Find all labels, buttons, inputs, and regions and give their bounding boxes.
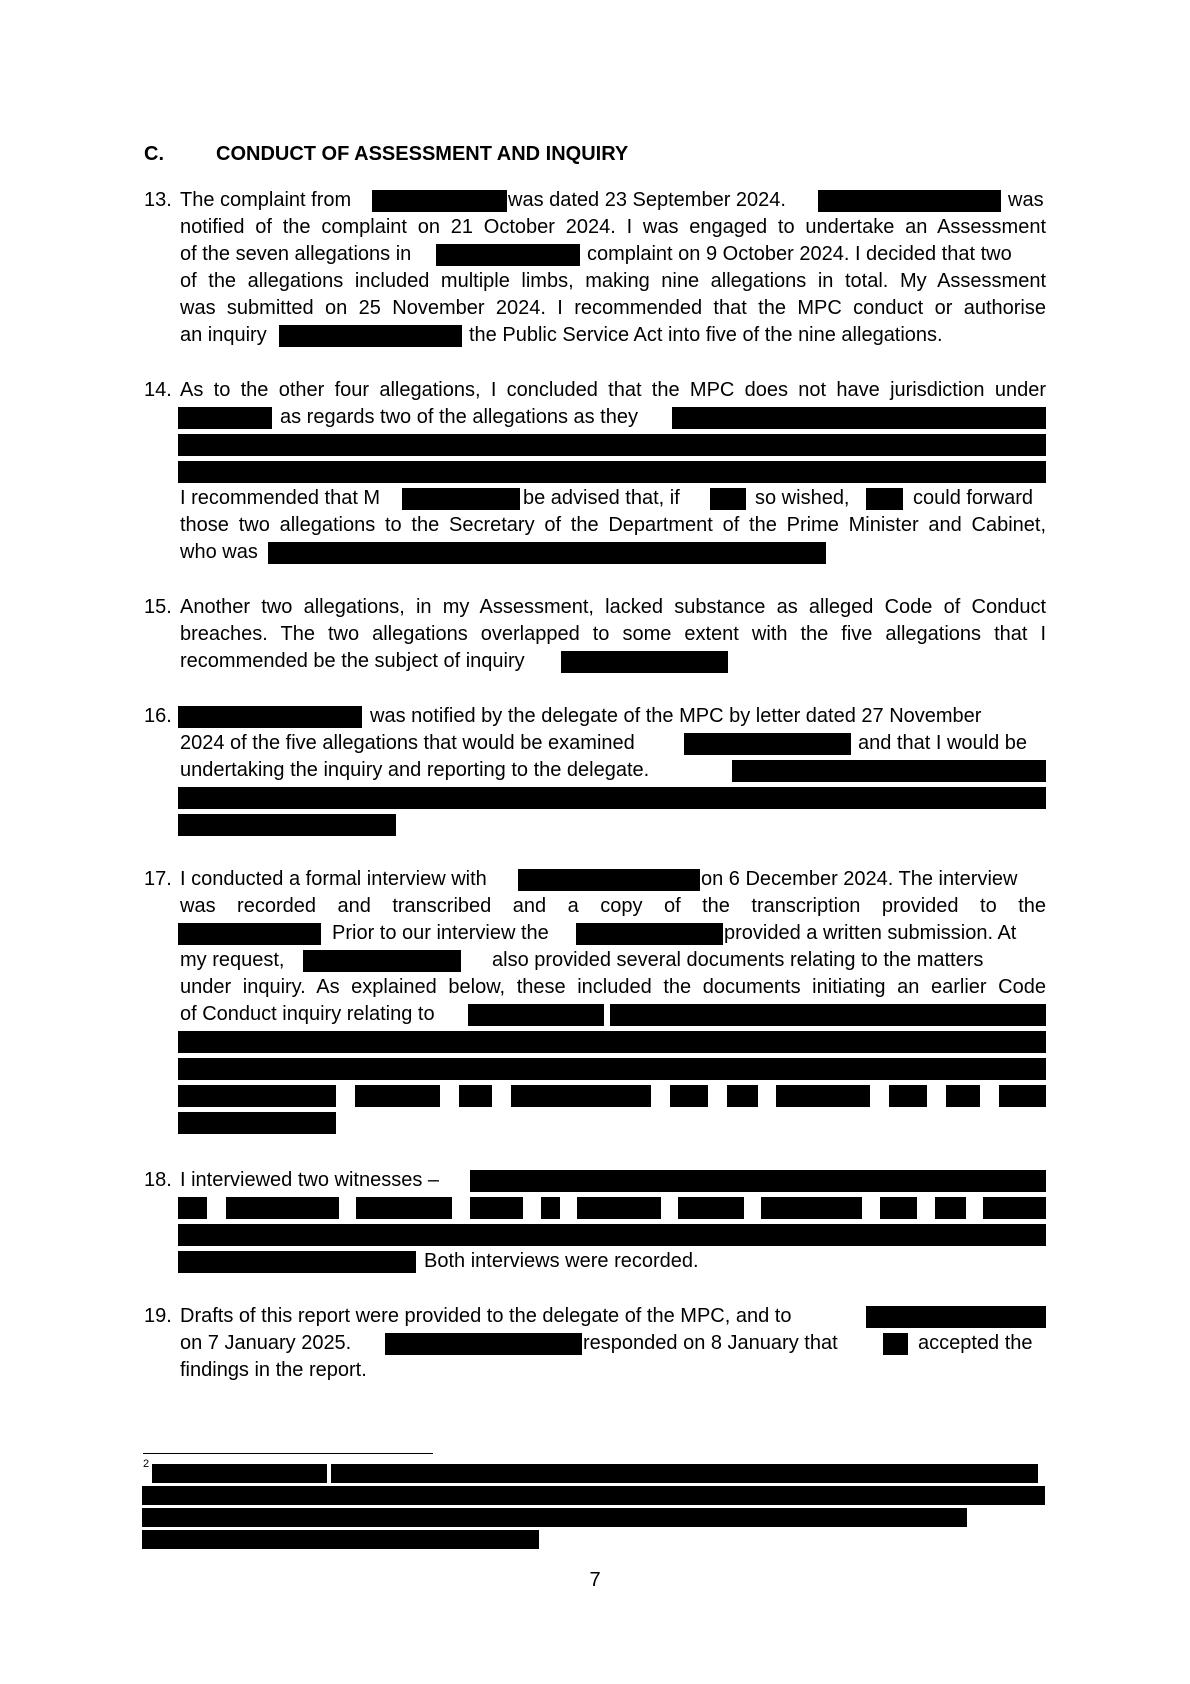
p13-line6-a: an inquiry xyxy=(180,324,267,346)
page-number: 7 xyxy=(589,1569,601,1591)
redaction-box xyxy=(727,1085,758,1107)
redaction-box xyxy=(178,461,1046,483)
p17-line1-a: I conducted a formal interview with xyxy=(180,868,487,890)
redaction-box xyxy=(331,1464,1038,1483)
redaction-box xyxy=(511,1085,651,1107)
redaction-box xyxy=(866,488,903,510)
redaction-box xyxy=(279,325,462,347)
p19-line2-c: accepted the xyxy=(918,1332,1033,1354)
p19-line3: findings in the report. xyxy=(180,1359,367,1381)
paragraph-number-13: 13. xyxy=(144,189,172,211)
redaction-box xyxy=(142,1486,1045,1505)
p14-line4: those two allegations to the Secretary of the Department of the Prime Minister and Cabinet, xyxy=(180,514,1046,536)
redaction-box xyxy=(889,1085,927,1107)
p16-line3: undertaking the inquiry and reporting to the delegate. xyxy=(180,759,650,781)
redaction-box xyxy=(880,1197,917,1219)
p16-line1: was notified by the delegate of the MPC by letter dated 27 November xyxy=(370,705,982,727)
p17-line4-b: also provided several documents relating to the matters xyxy=(492,949,984,971)
p17-line3-a: Prior to our interview the xyxy=(332,922,549,944)
p13-line3-b: complaint on 9 October 2024. I decided that two xyxy=(587,243,1012,265)
p14-line2: as regards two of the allegations as they xyxy=(280,406,638,428)
footnote-separator xyxy=(143,1453,433,1454)
p15-line2: breaches. The two allegations overlapped to some extent with the five allegations that I xyxy=(180,623,1046,645)
p14-line3-a: I recommended that M xyxy=(180,487,381,509)
p13-line1-b: was dated 23 September 2024. xyxy=(508,189,786,211)
p15-line1: Another two allegations, in my Assessment, lacked substance as alleged Code of Conduct xyxy=(180,596,1046,618)
redaction-box xyxy=(518,869,700,891)
redaction-box xyxy=(577,1197,661,1219)
redaction-box xyxy=(178,923,321,945)
redaction-box xyxy=(761,1197,862,1219)
redaction-box xyxy=(541,1197,560,1219)
redaction-box xyxy=(178,1085,336,1107)
redaction-box xyxy=(402,488,520,510)
redaction-box xyxy=(710,488,746,510)
redaction-box xyxy=(372,190,507,212)
redaction-box xyxy=(178,787,1046,809)
redaction-box xyxy=(470,1170,1046,1192)
p19-line1: Drafts of this report were provided to the delegate of the MPC, and to xyxy=(180,1305,792,1327)
p17-line1-b: on 6 December 2024. The interview xyxy=(701,868,1018,890)
paragraph-number-16: 16. xyxy=(144,705,172,727)
redaction-box xyxy=(268,542,826,564)
p14-line3-d: could forward xyxy=(913,487,1034,509)
p16-line2-a: 2024 of the five allegations that would be examined xyxy=(180,732,635,754)
redaction-box xyxy=(732,760,1046,782)
p18-line1: I interviewed two witnesses – xyxy=(180,1169,440,1191)
section-letter: C. xyxy=(144,143,164,165)
redaction-box xyxy=(303,950,461,972)
redaction-box xyxy=(178,1112,336,1134)
p17-line5: under inquiry. As explained below, these included the documents initiating an earlier Code xyxy=(180,976,1046,998)
p17-line2: was recorded and transcribed and a copy of the transcription provided to the xyxy=(180,895,1046,917)
p14-line3-b: be advised that, if xyxy=(523,487,680,509)
redaction-box xyxy=(178,434,1046,456)
redaction-box xyxy=(356,1197,452,1219)
redaction-box xyxy=(866,1306,1046,1328)
p14-line5: who was xyxy=(180,541,258,563)
paragraph-number-19: 19. xyxy=(144,1305,172,1327)
redaction-box xyxy=(670,1085,708,1107)
section-title: CONDUCT OF ASSESSMENT AND INQUIRY xyxy=(216,143,629,165)
redaction-box xyxy=(576,923,723,945)
p13-line6-b: the Public Service Act into five of the nine allegations. xyxy=(469,324,943,346)
p19-line2-b: responded on 8 January that xyxy=(583,1332,838,1354)
redaction-box xyxy=(436,244,580,266)
p13-line5: was submitted on 25 November 2024. I recommended that the MPC conduct or authorise xyxy=(180,297,1046,319)
redaction-box xyxy=(672,407,1046,429)
redaction-box xyxy=(152,1464,327,1483)
p13-line2: notified of the complaint on 21 October 2024. I was engaged to undertake an Assessment xyxy=(180,216,1046,238)
redaction-box xyxy=(459,1085,492,1107)
redaction-box xyxy=(999,1085,1046,1107)
redaction-box xyxy=(470,1197,523,1219)
p19-line2-a: on 7 January 2025. xyxy=(180,1332,352,1354)
footnote-marker: 2 xyxy=(143,1458,150,1470)
redaction-box xyxy=(610,1004,1046,1026)
redaction-box xyxy=(178,407,272,429)
redaction-box xyxy=(983,1197,1046,1219)
redaction-box xyxy=(935,1197,966,1219)
p14-line1: As to the other four allegations, I concluded that the MPC does not have jurisdiction under xyxy=(180,379,1046,401)
redaction-box xyxy=(818,190,1001,212)
redaction-box xyxy=(142,1508,967,1527)
redaction-box xyxy=(178,706,362,728)
redaction-box xyxy=(142,1530,539,1549)
p13-line1-c: was xyxy=(1008,189,1044,211)
redaction-box xyxy=(883,1333,908,1355)
redaction-box xyxy=(385,1333,582,1355)
paragraph-number-18: 18. xyxy=(144,1169,172,1191)
redaction-box xyxy=(178,1197,207,1219)
p14-line3-c: so wished, xyxy=(755,487,850,509)
redaction-box xyxy=(561,651,728,673)
p17-line3-b: provided a written submission. At xyxy=(724,922,1017,944)
redaction-box xyxy=(178,1251,416,1273)
p18-line4: Both interviews were recorded. xyxy=(424,1250,699,1272)
p15-line3: recommended be the subject of inquiry xyxy=(180,650,525,672)
redaction-box xyxy=(355,1085,440,1107)
redaction-box xyxy=(678,1197,744,1219)
p16-line2-b: and that I would be xyxy=(858,732,1028,754)
p13-line4: of the allegations included multiple limbs, making nine allegations in total. My Assessment xyxy=(180,270,1046,292)
redaction-box xyxy=(178,1224,1046,1246)
redaction-box xyxy=(178,814,396,836)
paragraph-number-17: 17. xyxy=(144,868,172,890)
paragraph-number-14: 14. xyxy=(144,379,172,401)
redaction-box xyxy=(226,1197,339,1219)
p17-line4-a: my request, xyxy=(180,949,285,971)
paragraph-number-15: 15. xyxy=(144,596,172,618)
p13-line3-a: of the seven allegations in xyxy=(180,243,412,265)
redaction-box xyxy=(468,1004,604,1026)
redaction-box xyxy=(684,733,851,755)
p17-line6: of Conduct inquiry relating to xyxy=(180,1003,435,1025)
redaction-box xyxy=(178,1058,1046,1080)
redaction-box xyxy=(776,1085,870,1107)
redaction-box xyxy=(178,1031,1046,1053)
redaction-box xyxy=(946,1085,980,1107)
p13-line1-a: The complaint from xyxy=(180,189,352,211)
